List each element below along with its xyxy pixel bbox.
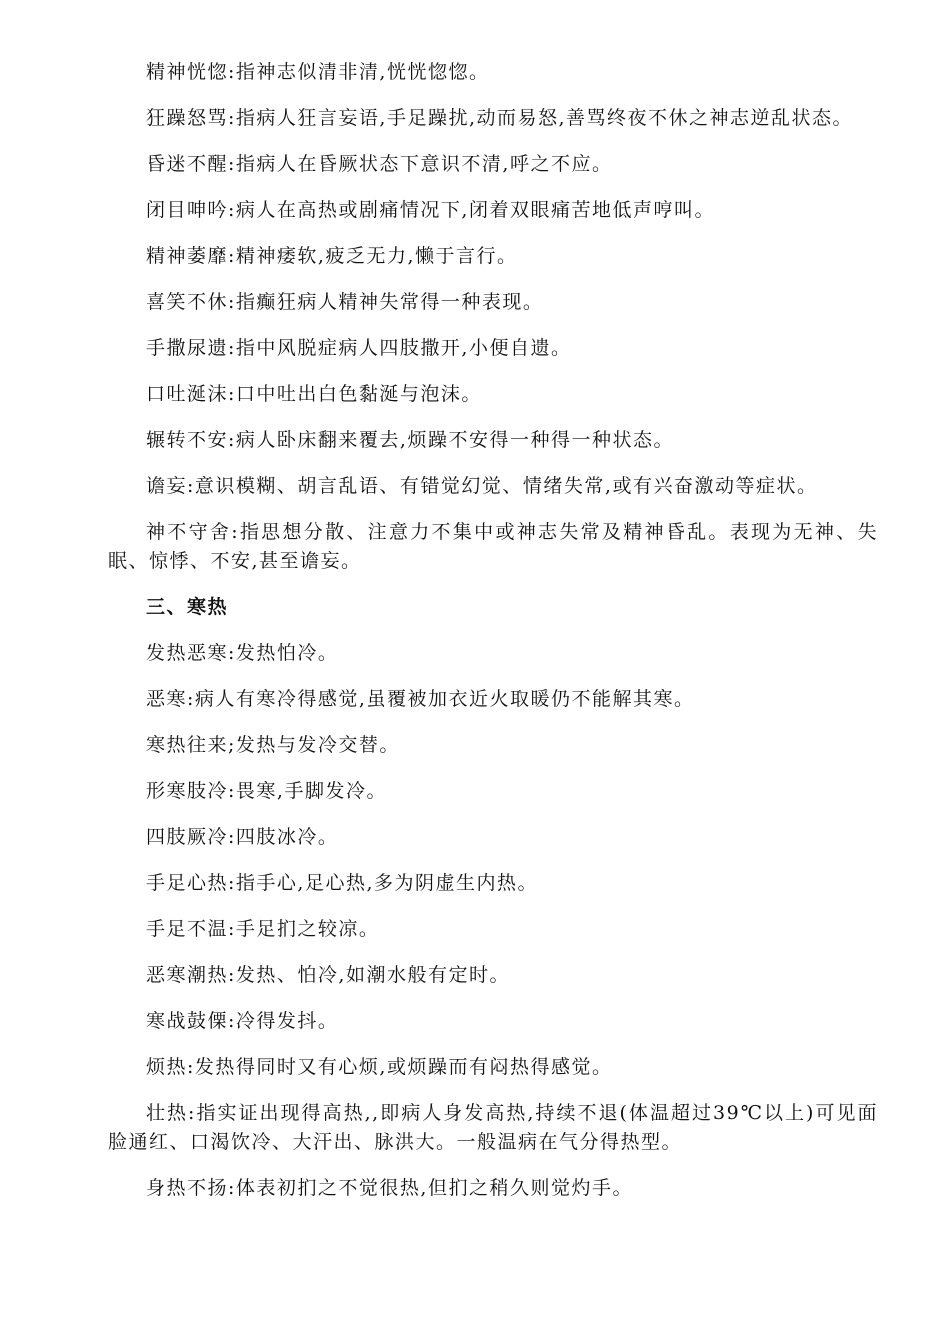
paragraph: 精神萎靡:精神痿软,疲乏无力,懒于言行。	[146, 245, 518, 267]
paragraph: 恶寒潮热:发热、怕冷,如潮水般有定时。	[146, 964, 510, 986]
paragraph: 寒热往来;发热与发冷交替。	[146, 734, 400, 756]
paragraph: 喜笑不休:指癫狂病人精神失常得一种表现。	[146, 291, 544, 313]
paragraph: 狂躁怒骂:指病人狂言妄语,手足躁扰,动而易怒,善骂终夜不休之神志逆乱状态。	[146, 107, 854, 129]
paragraph: 谵妄:意识模糊、胡言乱语、有错觉幻觉、情绪失常,或有兴奋激动等症状。	[146, 475, 818, 497]
paragraph: 手足不温:手足扪之较凉。	[146, 918, 380, 940]
paragraph: 精神恍惚:指神志似清非清,恍恍惚惚。	[146, 61, 490, 83]
paragraph: 四肢厥冷:四肢冰冷。	[146, 826, 339, 848]
paragraph: 辗转不安:病人卧床翻来覆去,烦躁不安得一种得一种状态。	[146, 429, 674, 451]
paragraph: 闭目呻吟:病人在高热或剧痛情况下,闭着双眼痛苦地低声哼叫。	[146, 199, 715, 221]
document-page	[108, 58, 878, 1220]
paragraph: 身热不扬:体表初扪之不觉很热,但扪之稍久则觉灼手。	[146, 1177, 633, 1199]
paragraph: 手足心热:指手心,足心热,多为阴虚生内热。	[146, 872, 538, 894]
paragraph: 发热恶寒:发热怕冷。	[146, 642, 339, 664]
paragraph: 口吐涎沫:口中吐出白色黏涎与泡沫。	[146, 383, 482, 405]
paragraph: 烦热:发热得同时又有心烦,或烦躁而有闷热得感觉。	[146, 1056, 613, 1078]
paragraph: 壮热:指实证出现得高热,,即病人身发高热,持续不退(体温超过39℃以上)可见面脸通红、口渴饮冷、大汗出、脉洪大。一般温病在气分得热型。	[108, 1102, 878, 1153]
paragraph: 昏迷不醒:指病人在昏厥状态下意识不清,呼之不应。	[146, 153, 613, 175]
paragraph: 寒战鼓傈:冷得发抖。	[146, 1010, 339, 1032]
section-heading: 三、寒热	[146, 596, 229, 618]
paragraph: 神不守舍:指思想分散、注意力不集中或神志失常及精神昏乱。表现为无神、失眠、惊悸、不安,甚至谵妄。	[108, 521, 878, 572]
paragraph: 手撒尿遗:指中风脱症病人四肢撒开,小便自遗。	[146, 337, 572, 359]
paragraph: 形寒肢冷:畏寒,手脚发冷。	[146, 780, 387, 802]
paragraph: 恶寒:病人有寒冷得感觉,虽覆被加衣近火取暖仍不能解其寒。	[146, 688, 695, 710]
